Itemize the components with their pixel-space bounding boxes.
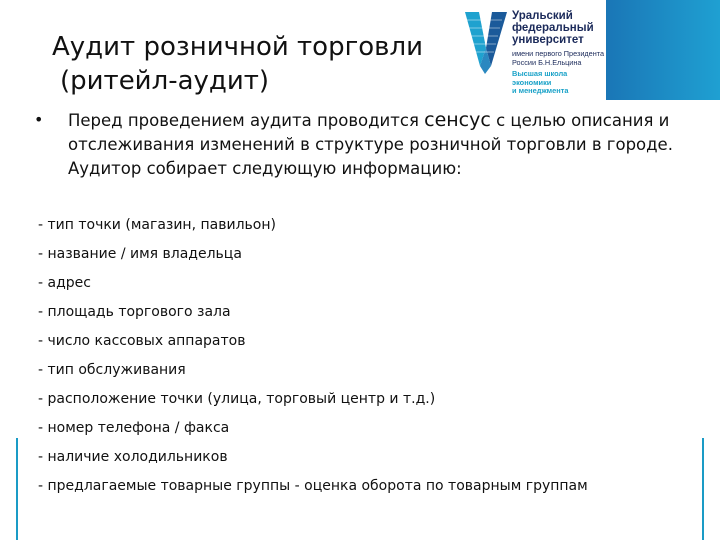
logo-subtitle-line: России Б.Н.Ельцина [512, 58, 582, 67]
list-item: - расположение точки (улица, торговый центр и т.д.) [38, 391, 436, 407]
title-line-1: Аудит розничной торговли [52, 32, 423, 62]
intro-text-after: с целью описания и отслеживания изменений в структуре розничной торговли в городе. Аудитор собирает следующую информацию: [68, 111, 673, 178]
intro-text [68, 108, 692, 181]
bullet-icon: • [34, 110, 44, 129]
logo-university-line: университет [512, 34, 584, 46]
list-item: - предлагаемые товарные группы - оценка оборота по товарным группам [38, 478, 588, 494]
logo-subtitle [512, 49, 616, 67]
list-item: - площадь торгового зала [38, 304, 231, 320]
logo-university-name [512, 10, 616, 46]
logo-university-line: Уральский [512, 10, 573, 22]
intro-paragraph [34, 108, 694, 181]
list-item: - тип обслуживания [38, 362, 186, 378]
logo-school-line: и менеджмента [512, 86, 569, 95]
logo-school-line: Высшая школа [512, 69, 568, 78]
list-item: - название / имя владельца [38, 246, 242, 262]
list-item: - номер телефона / факса [38, 420, 230, 436]
frame-line-left [16, 438, 18, 540]
list-item: - наличие холодильников [38, 449, 228, 465]
list-item: - адрес [38, 275, 91, 291]
slide-title [52, 30, 472, 98]
university-logo [462, 6, 720, 104]
collected-info-list [38, 216, 678, 506]
logo-subtitle-line: имени первого Президента [512, 49, 605, 58]
list-item: - число кассовых аппаратов [38, 333, 246, 349]
title-line-2: (ритейл-аудит) [60, 66, 270, 96]
intro-emphasis: сенсус [424, 109, 491, 131]
list-item: - тип точки (магазин, павильон) [38, 217, 276, 233]
urfu-logo-mark-icon [462, 6, 510, 78]
logo-university-line: федеральный [512, 22, 594, 34]
logo-school-name [512, 70, 616, 96]
frame-line-right [702, 438, 704, 540]
logo-text [512, 10, 616, 96]
intro-text-before: Перед проведением аудита проводится [68, 111, 425, 130]
logo-school-line: экономики [512, 77, 552, 87]
